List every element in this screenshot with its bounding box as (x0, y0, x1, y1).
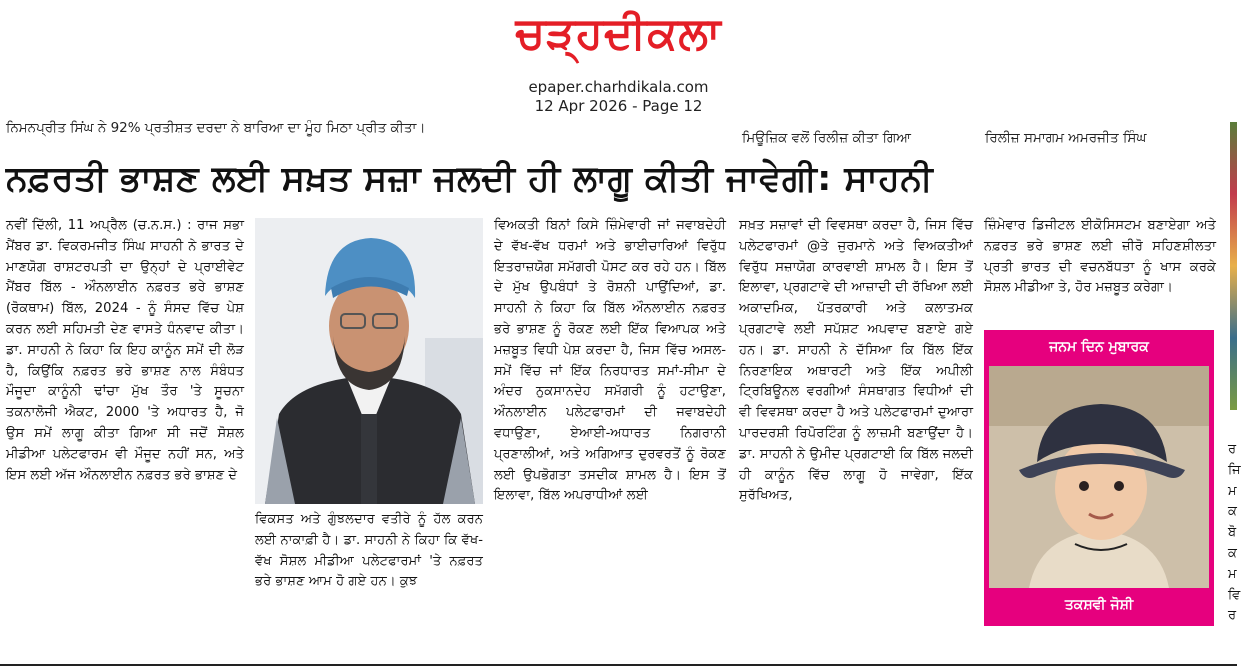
masthead (0, 6, 1237, 62)
article-column-5: ਜ਼ਿੰਮੇਵਾਰ ਡਿਜੀਟਲ ਈਕੋਸਿਸਟਮ ਬਣਾਏਗਾ ਅਤੇ ਨਫ਼ਰਤ ਭਰੇ ਭਾਸ਼ਣ ਲਈ ਜ਼ੀਰੋ ਸਹਿਣਸ਼ੀਲਤਾ ਪ੍ਰਤੀ ਭਾਰਤ ਦੀ ਵਚਨਬੱਧਤਾ ਨੂੰ ਖਾਸ ਕਰਕੇ ਸੋਸ਼ਲ ਮੀਡੀਆ ਤੇ, ਹੋਰ ਮਜ਼ਬੂਤ ਕਰੇਗਾ। (984, 218, 1216, 296)
birthday-child-photo (989, 366, 1209, 588)
article-column-3: ਵਿਅਕਤੀ ਬਿਨਾਂ ਕਿਸੇ ਜ਼ਿੰਮੇਵਾਰੀ ਜਾਂ ਜਵਾਬਦੇਹੀ ਦੇ ਵੱਖ-ਵੱਖ ਧਰਮਾਂ ਅਤੇ ਭਾਈਚਾਰਿਆਂ ਵਿਰੁੱਧ ਇਤਰਾਜ਼ਯੋਗ ਸਮੱਗਰੀ ਪੋਸਟ ਕਰ ਰਹੇ ਹਨ। ਬਿੱਲ ਦੇ ਮੁੱਖ ਉਪਬੰਧਾਂ ਤੇ ਰੋਸ਼ਨੀ ਪਾਉਂਦਿਆਂ, ਡਾ. ਸਾਹਨੀ ਨੇ ਕਿਹਾ ਕਿ ਬਿੱਲ ਔਨਲਾਈਨ ਨਫ਼ਰਤ ਭਰੇ ਭਾਸ਼ਣ ਨੂੰ ਰੋਕਣ ਲਈ ਇੱਕ ਵਿਆਪਕ ਅਤੇ ਮਜ਼ਬੂਤ ਵਿਧੀ ਪੇਸ਼ ਕਰਦਾ ਹੈ, ਜਿਸ ਵਿੱਚ ਅਸਲ-ਸਮੇਂ ਵਿੱਚ ਜਾਂ ਇੱਕ ਨਿਰਧਾਰਤ ਸਮਾਂ-ਸੀਮਾ ਦੇ ਅੰਦਰ ਨੁਕਸਾਨਦੇਹ ਸਮੱਗਰੀ ਨੂੰ ਹਟਾਉਣਾ, ਔਨਲਾਈਨ ਪਲੇਟਫਾਰਮਾਂ ਦੀ ਜਵਾਬਦੇਹੀ ਵਧਾਉਣਾ, ਏਆਈ-ਅਧਾਰਤ ਨਿਗਰਾਨੀ ਪ੍ਰਣਾਲੀਆਂ, ਅਤੇ ਅਗਿਆਤ ਦੁਰਵਰਤੋਂ ਨੂੰ ਰੋਕਣ ਲਈ ਉਪਭੋਗਤਾ ਤਸਦੀਕ ਸ਼ਾਮਲ ਹੈ। ਇਸ ਤੋਂ ਇਲਾਵਾ, ਬਿੱਲ ਅਪਰਾਧੀਆਂ ਲਈ (494, 218, 726, 504)
article-photo (255, 218, 483, 504)
portrait-illustration (255, 218, 483, 504)
newspaper-logo: ਚੜ੍ਹਦੀਕਲਾ (515, 8, 722, 59)
birthday-greeting-box (984, 330, 1214, 626)
page-bottom-rule (0, 664, 1237, 666)
article-column-4: ਸਖ਼ਤ ਸਜ਼ਾਵਾਂ ਦੀ ਵਿਵਸਥਾ ਕਰਦਾ ਹੈ, ਜਿਸ ਵਿੱਚ ਪਲੇਟਫਾਰਮਾਂ @ਤੇ ਜੁਰਮਾਨੇ ਅਤੇ ਵਿਅਕਤੀਆਂ ਵਿਰੁੱਧ ਸਜ਼ਾਯੋਗ ਕਾਰਵਾਈ ਸ਼ਾਮਲ ਹੈ। ਇਸ ਤੋਂ ਇਲਾਵਾ, ਪ੍ਰਗਟਾਵੇ ਦੀ ਆਜ਼ਾਦੀ ਦੀ ਰੱਖਿਆ ਲਈ ਅਕਾਦਮਿਕ, ਪੱਤਰਕਾਰੀ ਅਤੇ ਕਲਾਤਮਕ ਪ੍ਰਗਟਾਵੇ ਲਈ ਸਪੱਸ਼ਟ ਅਪਵਾਦ ਬਣਾਏ ਗਏ ਹਨ। ਡਾ. ਸਾਹਨੀ ਨੇ ਦੱਸਿਆ ਕਿ ਬਿੱਲ ਇੱਕ ਨਿਰਣਾਇਕ ਅਥਾਰਟੀ ਅਤੇ ਇੱਕ ਅਪੀਲੀ ਟ੍ਰਿਬਿਊਨਲ ਵਰਗੀਆਂ ਸੰਸਥਾਗਤ ਵਿਧੀਆਂ ਦੀ ਵੀ ਵਿਵਸਥਾ ਕਰਦਾ ਹੈ ਅਤੇ ਪਲੇਟਫਾਰਮਾਂ ਦੁਆਰਾ ਪਾਰਦਰਸ਼ੀ ਰਿਪੋਰਟਿੰਗ ਨੂੰ ਲਾਜ਼ਮੀ ਬਣਾਉਂਦਾ ਹੈ। ਡਾ. ਸਾਹਨੀ ਨੇ ਉਮੀਦ ਪ੍ਰਗਟਾਈ ਕਿ ਬਿੱਲ ਜਲਦੀ ਹੀ ਕਾਨੂੰਨ ਵਿੱਚ ਲਾਗੂ ਹੋ ਜਾਵੇਗਾ, ਇੱਕ ਸੁਰੱਖਿਅਤ, (739, 218, 973, 504)
article-column-1: ਨਵੀਂ ਦਿੱਲੀ, 11 ਅਪ੍ਰੈਲ (ਚ.ਨ.ਸ.) : ਰਾਜ ਸਭਾ ਮੈਂਬਰ ਡਾ. ਵਿਕਰਮਜੀਤ ਸਿੰਘ ਸਾਹਨੀ ਨੇ ਭਾਰਤ ਦੇ ਮਾਣਯੋਗ ਰਾਸ਼ਟਰਪਤੀ ਦਾ ਉਨ੍ਹਾਂ ਦੇ ਪ੍ਰਾਈਵੇਟ ਮੈਂਬਰ ਬਿੱਲ - ਔਨਲਾਈਨ ਨਫ਼ਰਤ ਭਰੇ ਭਾਸ਼ਣ (ਰੋਕਥਾਮ) ਬਿੱਲ, 2024 - ਨੂੰ ਸੰਸਦ ਵਿੱਚ ਪੇਸ਼ ਕਰਨ ਲਈ ਸਹਿਮਤੀ ਦੇਣ ਵਾਸਤੇ ਧੰਨਵਾਦ ਕੀਤਾ। ਡਾ. ਸਾਹਨੀ ਨੇ ਕਿਹਾ ਕਿ ਇਹ ਕਾਨੂੰਨ ਸਮੇਂ ਦੀ ਲੋੜ ਹੈ, ਕਿਉਂਕਿ ਨਫ਼ਰਤ ਭਰੇ ਭਾਸ਼ਣ ਨਾਲ ਸੰਬੰਧਤ ਮੌਜੂਦਾ ਕਾਨੂੰਨੀ ਢਾਂਚਾ ਮੁੱਖ ਤੌਰ 'ਤੇ ਸੂਚਨਾ ਤਕਨਾਲੋਜੀ ਐਕਟ, 2000 'ਤੇ ਅਧਾਰਤ ਹੈ, ਜੋ ਉਸ ਸਮੇਂ ਲਾਗੂ ਕੀਤਾ ਗਿਆ ਸੀ ਜਦੋਂ ਸੋਸ਼ਲ ਮੀਡੀਆ ਪਲੇਟਫਾਰਮ ਵੀ ਮੌਜੂਦ ਨਹੀਂ ਸਨ, ਅਤੇ ਇਸ ਲਈ ਅੱਜ ਔਨਲਾਈਨ ਨਫ਼ਰਤ ਭਰੇ ਭਾਸ਼ਣ ਦੇ (6, 218, 244, 483)
adjacent-page-image (1230, 122, 1237, 410)
epaper-url[interactable]: epaper.charhdikala.com (528, 78, 709, 96)
top-snippet-left: ਨਿਮਨਪ੍ਰੀਤ ਸਿਂਘ ਨੇ 92% ਪ੍ਰਤੀਸ਼ਤ ਦਰਦਾ ਨੇ ਬਾਰਿਆ ਦਾ ਮੂੰਹ ਮਿਠਾ ਪ੍ਰੀਤ ਕੀਤਾ। (6, 120, 426, 136)
top-snippet-mid: ਮਿਊਜ਼ਿਕ ਵਲੋਂ ਰਿਲੀਜ਼ ਕੀਤਾ ਗਿਆ (742, 130, 911, 146)
child-photo-illustration (989, 366, 1209, 588)
article-headline: ਨਫ਼ਰਤੀ ਭਾਸ਼ਣ ਲਈ ਸਖ਼ਤ ਸਜ਼ਾ ਜਲਦੀ ਹੀ ਲਾਗੂ ਕੀਤੀ ਜਾਵੇਗੀ: ਸਾਹਨੀ (6, 159, 934, 199)
issue-date-page: 12 Apr 2026 - Page 12 (534, 97, 703, 115)
top-snippet-right: ਰਿਲੀਜ਼ ਸਮਾਗਮ ਅਮਰਜੀਤ ਸਿੰਘ (985, 130, 1147, 146)
birthday-child-name: ਤਕਸ਼ਵੀ ਜੋਸ਼ੀ (1064, 597, 1134, 613)
birthday-title: ਜਨਮ ਦਿਨ ਮੁਬਾਰਕ (1049, 339, 1149, 355)
adjacent-page-text: ਰ ਜਿ ਮ ਕ ਬੋ ਕ ਮ ਵਿ ਰ (1228, 442, 1241, 624)
article-column-2: ਵਿਕਸਤ ਅਤੇ ਗੁੰਝਲਦਾਰ ਵਤੀਰੇ ਨੂੰ ਹੱਲ ਕਰਨ ਲਈ ਨਾਕਾਫ਼ੀ ਹੈ। ਡਾ. ਸਾਹਨੀ ਨੇ ਕਿਹਾ ਕਿ ਵੱਖ-ਵੱਖ ਸੋਸ਼ਲ ਮੀਡੀਆ ਪਲੇਟਫਾਰਮਾਂ 'ਤੇ ਨਫ਼ਰਤ ਭਰੇ ਭਾਸ਼ਣ ਆਮ ਹੋ ਗਏ ਹਨ। ਕੁਝ (255, 512, 483, 590)
